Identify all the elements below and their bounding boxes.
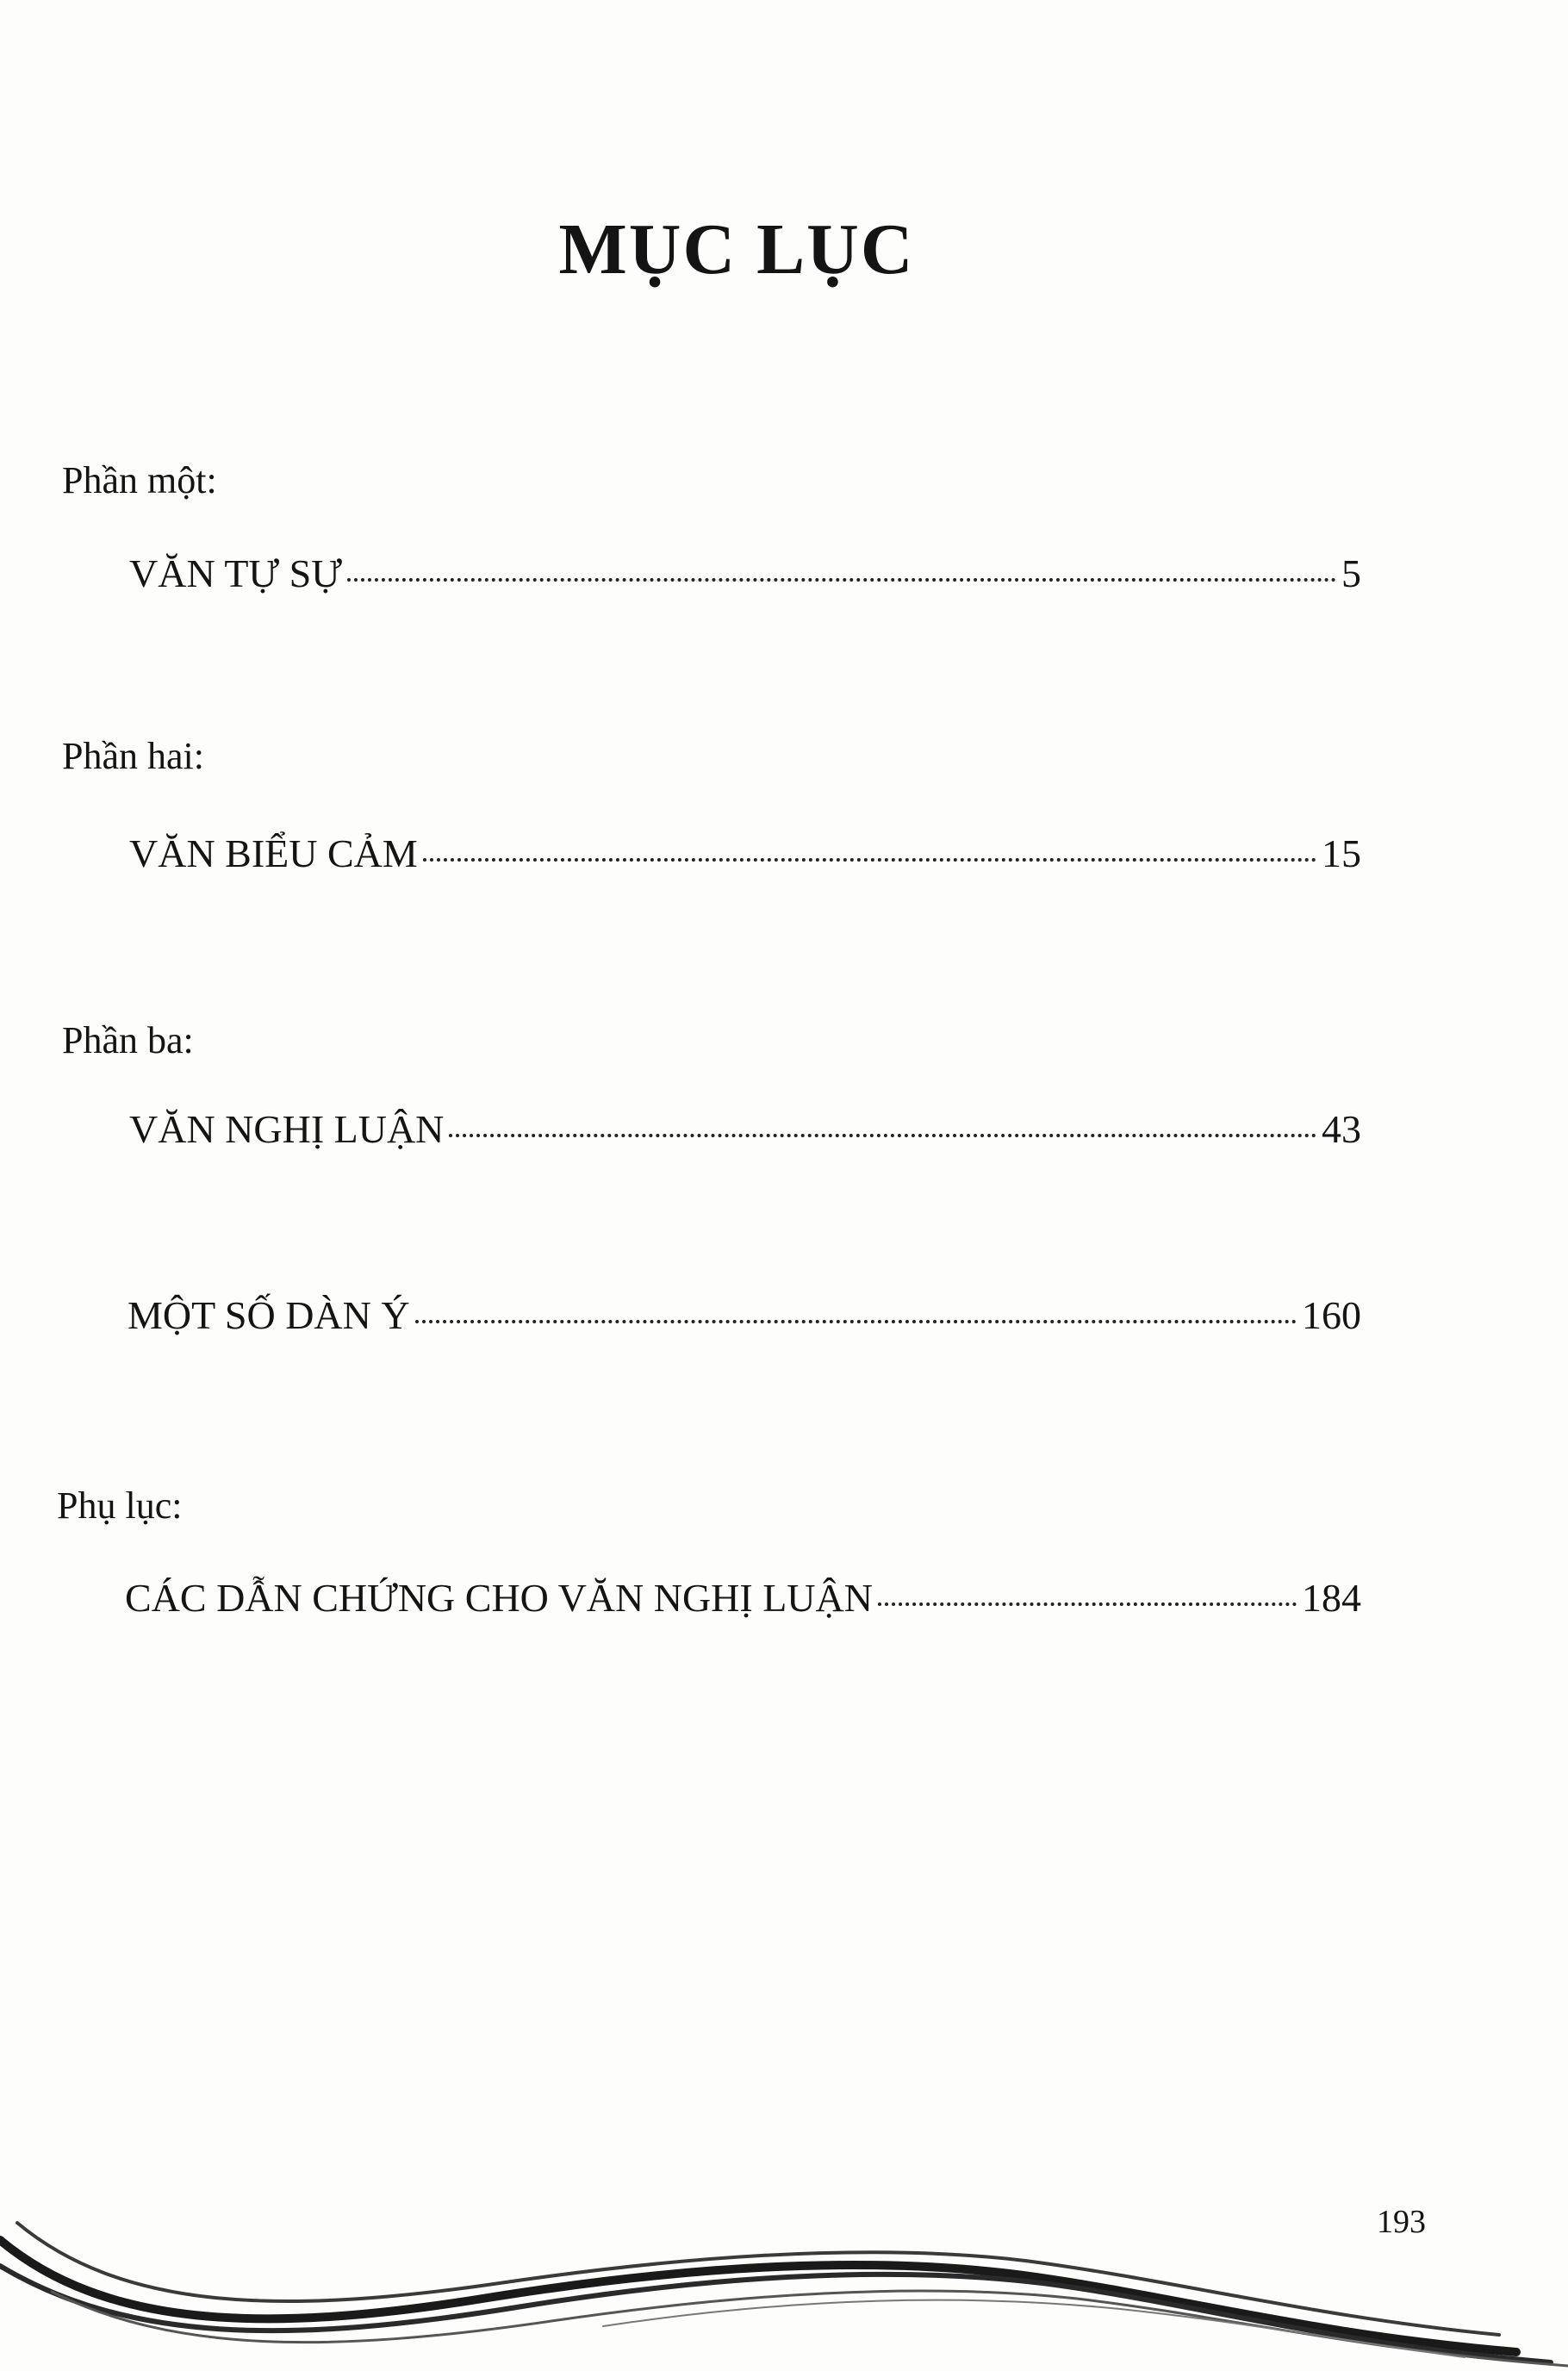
toc-entry-title: VĂN TỰ SỰ xyxy=(129,551,342,595)
toc-entry-van-tu-su[interactable] xyxy=(129,551,1361,595)
section-label-appendix: Phụ lục: xyxy=(57,1484,183,1527)
page-title: MỤC LỤC xyxy=(558,209,915,289)
page-number: 193 xyxy=(1377,2204,1426,2240)
toc-entry-page: 15 xyxy=(1322,831,1361,875)
toc-entry-page: 160 xyxy=(1302,1293,1361,1337)
decorative-swoosh xyxy=(0,2206,1568,2371)
section-label-part-two: Phần hai: xyxy=(62,735,204,777)
section-label-part-three: Phần ba: xyxy=(62,1019,194,1061)
toc-entry-title: MỘT SỐ DÀN Ý xyxy=(128,1293,410,1337)
toc-entry-title: VĂN NGHỊ LUẬN xyxy=(129,1107,445,1151)
toc-entry-title: CÁC DẪN CHỨNG CHO VĂN NGHỊ LUẬN xyxy=(125,1576,873,1620)
toc-entry-page: 5 xyxy=(1341,551,1361,595)
toc-entry-cac-dan-chung[interactable] xyxy=(125,1578,1361,1618)
toc-entry-page: 43 xyxy=(1322,1107,1361,1151)
toc-entry-mot-so-dan-y[interactable] xyxy=(128,1293,1361,1337)
dot-leader xyxy=(415,1320,1297,1323)
dot-leader xyxy=(449,1134,1316,1137)
toc-entry-title: VĂN BIỂU CẢM xyxy=(129,831,418,875)
toc-entry-page: 184 xyxy=(1302,1576,1361,1620)
section-label-part-one: Phần một: xyxy=(62,459,217,501)
dot-leader xyxy=(423,858,1316,862)
dot-leader xyxy=(347,578,1336,582)
toc-entry-van-nghi-luan[interactable] xyxy=(129,1107,1361,1151)
dot-leader xyxy=(878,1602,1297,1606)
toc-entry-van-bieu-cam[interactable] xyxy=(129,831,1361,875)
